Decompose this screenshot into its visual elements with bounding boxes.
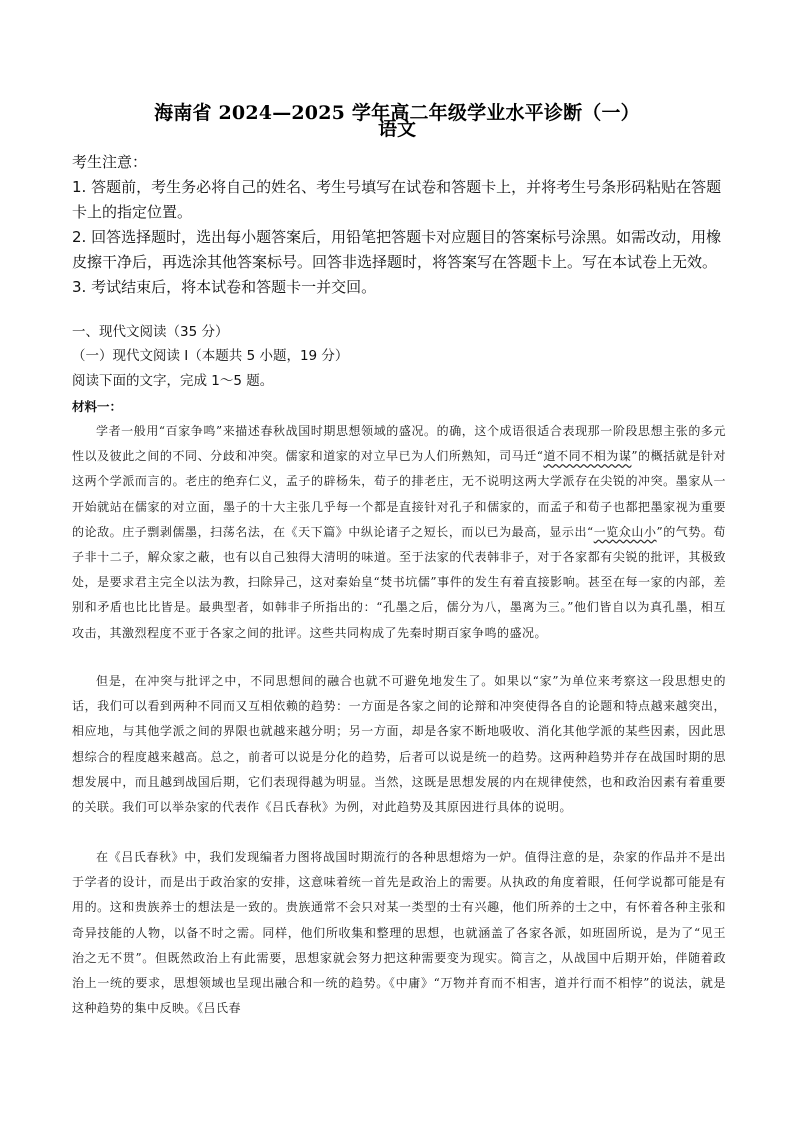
paragraph-2: 但是，在冲突与批评之中，不同思想间的融合也就不可避免地发生了。如果以“家”为单位来考察这一段思想史的话，我们可以看到两种不同而又互相依赖的趋势：一方面是各家之间的论辩和冲突使得各自的论题和特点越来越突出，相应地，与其他学派之间的界限也就越来越分明；另一方面，却是各家不断地吸收、消化其他学派的某些因素，因此思想综合的程度越来越高。总之，前者可以说是分化的趋势，后者可以说是统一的趋势。这两种趋势并存在战国时期的思想发展中，而且越到战国后期，它们表现得越为明显。当然，这既是思想发展的内在规律使然，也和政治因素有着重要的关联。我们可以举杂家的代表作《吕氏春秋》为例，对此趋势及其原因进行具体的说明。 (72, 674, 726, 815)
underlined-quote-1: 道不同不相为谋 (543, 449, 632, 464)
notice-item-1: 1. 答题前，考生务必将自己的姓名、考生号填写在试卷和答题卡上，并将考生号条形码粘贴在答题卡上的指定位置。 (72, 178, 722, 221)
notice-item-3: 3. 考试结束后，将本试卷和答题卡一并交回。 (72, 278, 377, 296)
paragraph-1-part-c: ”的气势。荀子非十二子，解众家之蔽，也有以自己独得大清明的味道。至于法家的代表韩非子，对于各家都有尖锐的批评，其极致处，是要求君主完全以法为教，扫除异己，这对秦始皇“焚书坑儒”事件的发生有着直接影响。甚至在每一家的内部，差别和矛盾也比比皆是。最典型者，如韩非子所指出的：“孔墨之后，儒分为八，墨离为三。”他们皆自以为真孔墨，相互攻击，其激烈程度不亚于各家之间的批评。这些共同构成了先秦时期百家争鸣的盛况。 (72, 524, 726, 640)
subject-title: 语文 (377, 118, 416, 140)
exam-title: 海南省 2024—2025 学年高二年级学业水平诊断（一） (154, 102, 640, 124)
section-sub-heading: （一）现代文阅读 I（本题共 5 小题，19 分） (72, 348, 349, 364)
material-label: 材料一： (72, 399, 123, 414)
candidate-notice (72, 150, 726, 300)
paragraph-3: 在《吕氏春秋》中，我们发现编者力图将战国时期流行的各种思想熔为一炉。值得注意的是，杂家的作品并不是出于学者的设计，而是出于政治家的安排，这意味着统一首先是政治上的需要。从执政的角度着眼，任何学说都可能是有用的。这和贵族养士的想法是一致的。贵族通常不会只对某一类型的士有兴趣，他们所养的士之中，有怀着各种主张和奇异技能的人物，以备不时之需。同样，他们所收集和整理的思想，也就涵盖了各家各派，如班固所说，是为了“见王治之无不贯”。但既然政治上有此需要，思想家就会努力把这种需要变为现实。简言之，从战国中后期开始，伴随着政治上一统的要求，思想领域也呈现出融合和一统的趋势。《中庸》“万物并育而不相害，道并行而不相悖”的说法，就是这种趋势的集中反映。《吕氏春 (72, 850, 726, 1016)
paragraph-1-part-b: ”的概括就是针对这两个学派而言的。老庄的绝弃仁义，孟子的辟杨朱，荀子的排老庄，无不说明这两大学派存在尖锐的冲突。墨家从一开始就站在儒家的对立面，墨子的十大主张几乎每一个都是直接针对孔子和儒家的，而孟子和荀子也都把墨家视为重要的论敌。庄子剽剥儒墨，扫荡名法，在《天下篇》中纵论诸子之短长，而以已为最高，显示出“ (72, 449, 726, 539)
reading-instruction: 阅读下面的文字，完成 1～5 题。 (72, 373, 274, 389)
notice-item-2: 2. 回答选择题时，选出每小题答案后，用铅笔把答题卡对应题目的答案标号涂黑。如需改动，用橡皮擦干净后，再选涂其他答案标号。回答非选择题时，将答案写在答题卡上。写在本试卷上无效。 (72, 228, 722, 271)
paragraph-1-part-a: 学者一般用“百家争鸣”来描述春秋战国时期思想领域的盛况。的确，这个成语很适合表现那一阶段思想主张的多元性以及彼此之间的不同、分歧和冲突。儒家和道家的对立早已为人们所熟知，司马迁“ (72, 424, 726, 464)
notice-heading: 考生注意： (72, 153, 148, 171)
underlined-quote-2: 一览众山小 (593, 524, 657, 539)
paragraph-1 (72, 419, 726, 646)
section-heading: 一、现代文阅读（35 分） (72, 324, 229, 340)
